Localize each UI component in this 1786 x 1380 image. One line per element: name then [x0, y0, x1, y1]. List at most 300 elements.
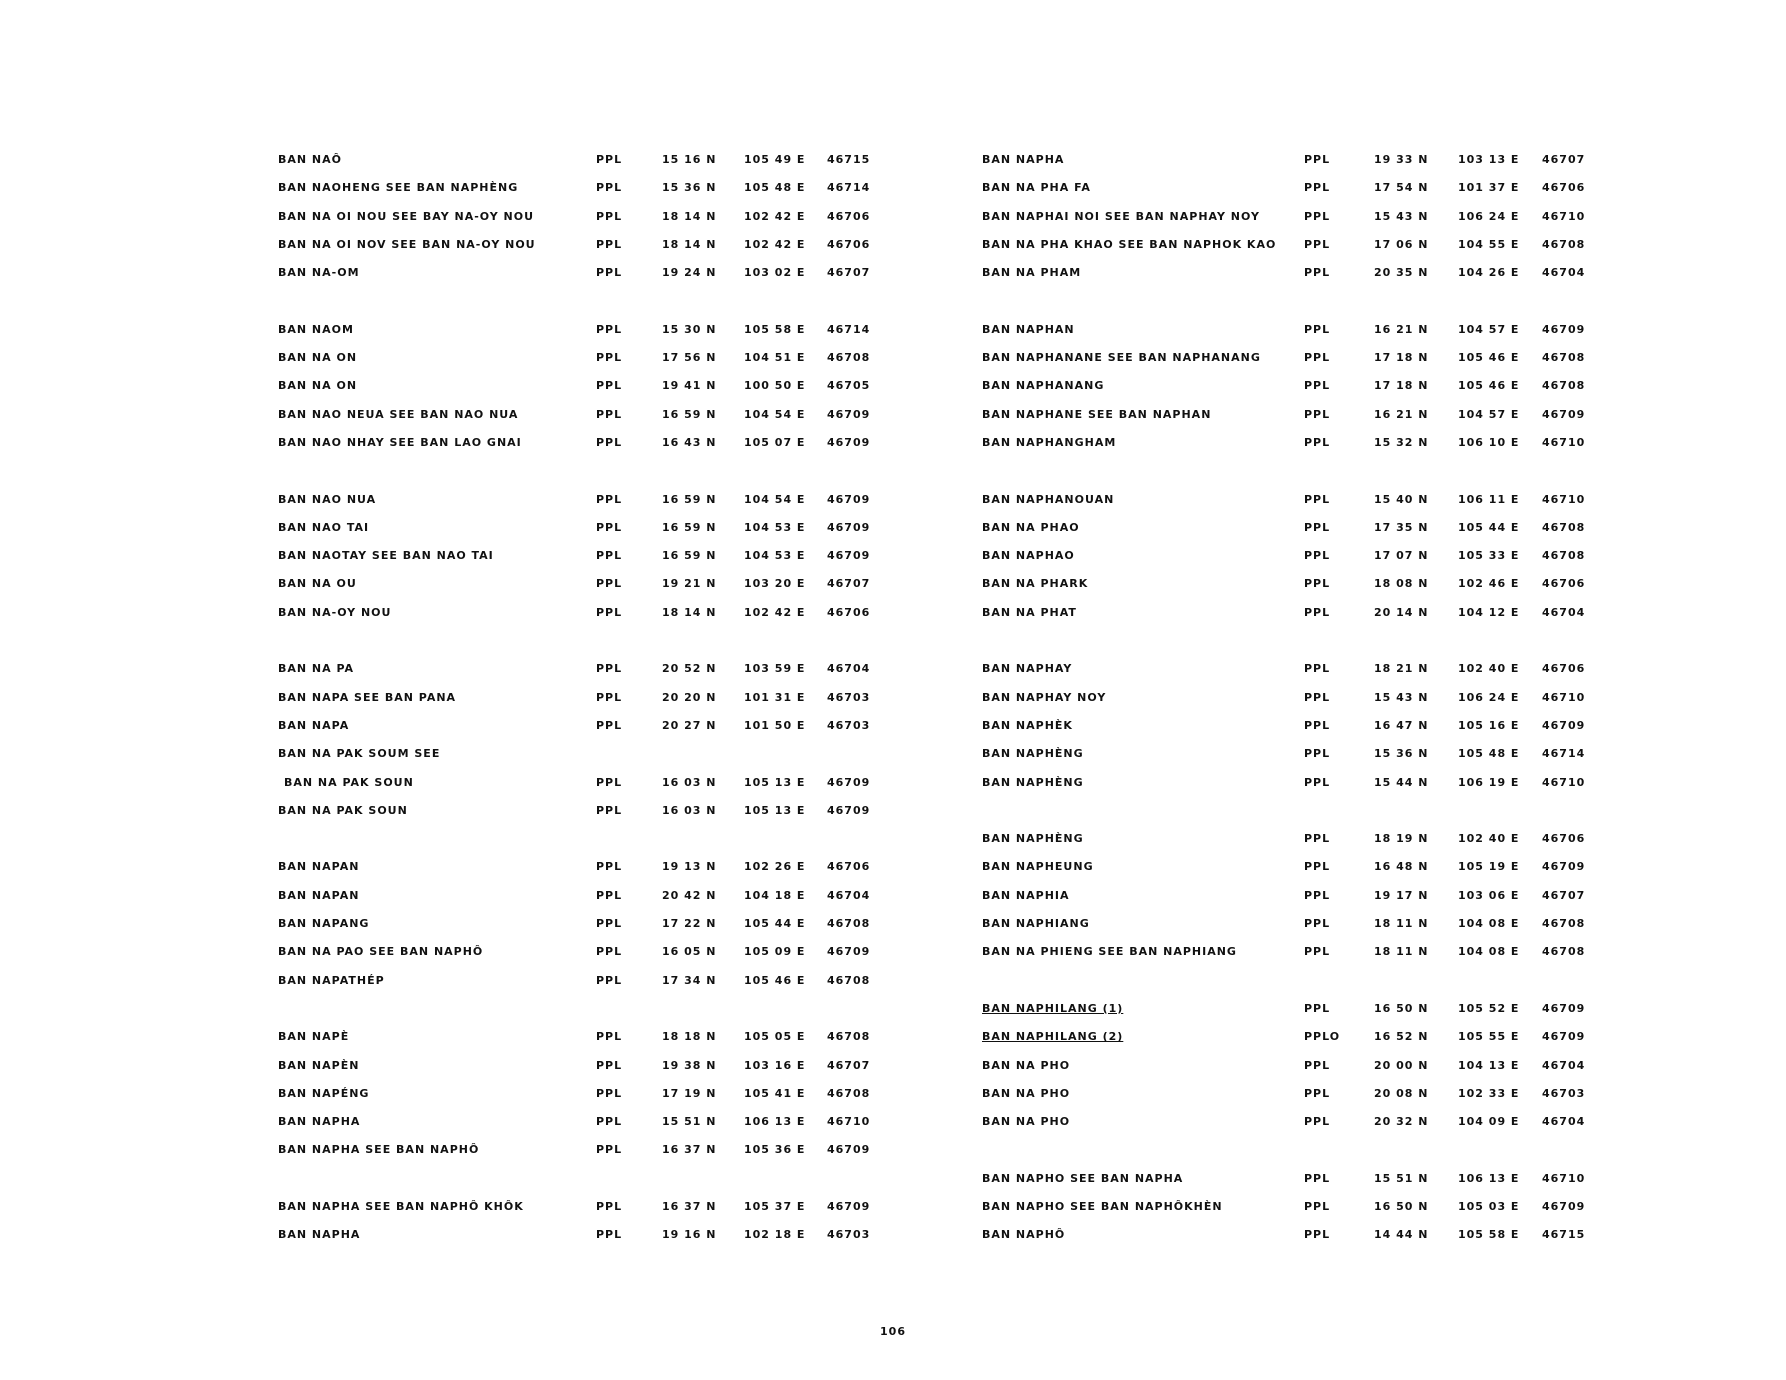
map-reference: 46709	[827, 435, 871, 449]
latitude: 18 14 N	[662, 209, 717, 223]
map-reference: 46708	[1542, 549, 1586, 563]
map-reference: 46707	[1542, 888, 1586, 902]
feature-code: PPL	[1304, 577, 1331, 591]
place-name: BAN NAPHÔ	[982, 1228, 1066, 1242]
feature-code: PPL	[596, 1143, 623, 1157]
latitude: 16 03 N	[662, 775, 717, 789]
feature-code: PPL	[596, 153, 623, 166]
longitude: 106 11 E	[1458, 492, 1520, 506]
feature-code: PPL	[1304, 379, 1331, 393]
latitude: 15 43 N	[1374, 690, 1429, 704]
feature-code: PPL	[1304, 1058, 1331, 1072]
place-name: BAN NAPHILANG (1)	[982, 1001, 1124, 1015]
latitude: 15 51 N	[1374, 1171, 1429, 1185]
map-reference: 46707	[827, 1058, 871, 1072]
map-reference: 46708	[1542, 520, 1586, 534]
place-name: BAN NA PAK SOUN	[284, 775, 414, 789]
place-name: BAN NAPAN	[278, 888, 360, 902]
latitude: 14 44 N	[1374, 1228, 1429, 1242]
place-name: BAN NAO NEUA SEE BAN NAO NUA	[278, 407, 519, 421]
longitude: 104 12 E	[1458, 605, 1520, 619]
longitude: 106 19 E	[1458, 775, 1520, 789]
feature-code: PPL	[596, 690, 623, 704]
place-name: BAN NA OI NOV SEE BAN NA-OY NOU	[278, 237, 536, 251]
map-reference: 46709	[1542, 1001, 1586, 1015]
longitude: 104 53 E	[744, 549, 806, 563]
longitude: 105 07 E	[744, 435, 806, 449]
longitude: 106 13 E	[1458, 1171, 1520, 1185]
place-name: BAN NA ON	[278, 379, 358, 393]
feature-code: PPL	[596, 1030, 623, 1044]
longitude: 105 55 E	[1458, 1030, 1520, 1044]
longitude: 103 16 E	[744, 1058, 806, 1072]
place-name: BAN NAPHO SEE BAN NAPHÔKHÈN	[982, 1199, 1223, 1213]
longitude: 103 20 E	[744, 577, 806, 591]
latitude: 19 33 N	[1374, 153, 1429, 166]
feature-code: PPL	[596, 803, 623, 817]
longitude: 102 42 E	[744, 209, 806, 223]
latitude: 15 44 N	[1374, 775, 1429, 789]
map-reference: 46704	[1542, 1115, 1586, 1129]
longitude: 102 18 E	[744, 1228, 806, 1242]
feature-code: PPL	[596, 379, 623, 393]
longitude: 105 58 E	[1458, 1228, 1520, 1242]
latitude: 16 52 N	[1374, 1030, 1429, 1044]
feature-code: PPL	[596, 1199, 623, 1213]
feature-code: PPL	[596, 549, 623, 563]
map-reference: 46709	[827, 1199, 871, 1213]
feature-code: PPL	[1304, 181, 1331, 195]
longitude: 105 33 E	[1458, 549, 1520, 563]
map-reference: 46707	[1542, 153, 1586, 166]
map-reference: 46709	[827, 1143, 871, 1157]
longitude: 104 54 E	[744, 492, 806, 506]
place-name: BAN NAPHANOUAN	[982, 492, 1115, 506]
feature-code: PPL	[596, 888, 623, 902]
feature-code: PPL	[1304, 1001, 1331, 1015]
map-reference: 46714	[1542, 747, 1586, 761]
place-name: BAN NA PHO	[982, 1115, 1071, 1129]
place-name: BAN NAO NUA	[278, 492, 377, 506]
map-reference: 46708	[827, 1030, 871, 1044]
place-name: BAN NAPHANANE SEE BAN NAPHANANG	[982, 351, 1261, 365]
map-reference: 46708	[1542, 917, 1586, 931]
place-name: BAN NAPHANE SEE BAN NAPHAN	[982, 407, 1212, 421]
longitude: 105 13 E	[744, 775, 806, 789]
latitude: 17 56 N	[662, 351, 717, 365]
longitude: 106 10 E	[1458, 435, 1520, 449]
map-reference: 46708	[827, 917, 871, 931]
map-reference: 46704	[827, 888, 871, 902]
place-name: BAN NAPHA	[278, 1228, 361, 1242]
place-name: BAN NAPHA SEE BAN NAPHÔ	[278, 1143, 480, 1157]
feature-code: PPL	[1304, 1199, 1331, 1213]
map-reference: 46703	[827, 718, 871, 732]
longitude: 102 26 E	[744, 860, 806, 874]
feature-code: PPL	[1304, 888, 1331, 902]
longitude: 105 41 E	[744, 1086, 806, 1100]
latitude: 18 19 N	[1374, 832, 1429, 846]
latitude: 16 59 N	[662, 549, 717, 563]
longitude: 101 31 E	[744, 690, 806, 704]
place-name: BAN NAPHAI NOI SEE BAN NAPHAY NOY	[982, 209, 1260, 223]
longitude: 105 52 E	[1458, 1001, 1520, 1015]
map-reference: 46709	[1542, 1199, 1586, 1213]
longitude: 104 08 E	[1458, 917, 1520, 931]
map-reference: 46706	[827, 209, 871, 223]
longitude: 104 54 E	[744, 407, 806, 421]
place-name: BAN NAPHIA	[982, 888, 1070, 902]
longitude: 106 13 E	[744, 1115, 806, 1129]
feature-code: PPL	[596, 1086, 623, 1100]
latitude: 16 59 N	[662, 492, 717, 506]
longitude: 104 57 E	[1458, 407, 1520, 421]
latitude: 17 06 N	[1374, 237, 1429, 251]
place-name: BAN NAPHEUNG	[982, 860, 1094, 874]
map-reference: 46703	[827, 1228, 871, 1242]
longitude: 101 50 E	[744, 718, 806, 732]
latitude: 16 59 N	[662, 520, 717, 534]
place-name: BAN NAPA SEE BAN PANA	[278, 690, 457, 704]
map-reference: 46708	[1542, 379, 1586, 393]
map-reference: 46704	[1542, 266, 1586, 280]
place-name: BAN NA OU	[278, 577, 357, 591]
latitude: 16 21 N	[1374, 322, 1429, 336]
map-reference: 46706	[1542, 577, 1586, 591]
feature-code: PPL	[596, 407, 623, 421]
feature-code: PPL	[1304, 435, 1331, 449]
longitude: 103 59 E	[744, 662, 806, 676]
place-name: BAN NAPATHÉP	[278, 973, 385, 987]
place-name: BAN NAPHAN	[982, 322, 1075, 336]
place-name: BAN NA PHA KHAO SEE BAN NAPHOK KAO	[982, 237, 1277, 251]
place-name: BAN NAPHAY	[982, 662, 1073, 676]
feature-code: PPL	[1304, 917, 1331, 931]
longitude: 105 46 E	[1458, 379, 1520, 393]
latitude: 18 08 N	[1374, 577, 1429, 591]
feature-code: PPL	[1304, 718, 1331, 732]
place-name: BAN NA PHA FA	[982, 181, 1091, 195]
feature-code: PPL	[596, 577, 623, 591]
place-name: BAN NA PHO	[982, 1058, 1071, 1072]
latitude: 19 13 N	[662, 860, 717, 874]
feature-code: PPL	[1304, 860, 1331, 874]
place-name: BAN NAPAN	[278, 860, 360, 874]
latitude: 17 34 N	[662, 973, 717, 987]
longitude: 104 53 E	[744, 520, 806, 534]
latitude: 15 36 N	[1374, 747, 1429, 761]
place-name: BAN NAPHO SEE BAN NAPHA	[982, 1171, 1184, 1185]
latitude: 19 24 N	[662, 266, 717, 280]
map-reference: 46709	[827, 945, 871, 959]
place-name: BAN NA PAO SEE BAN NAPHÔ	[278, 945, 484, 959]
place-name: BAN NA-OM	[278, 266, 360, 280]
latitude: 17 19 N	[662, 1086, 717, 1100]
feature-code: PPL	[1304, 237, 1331, 251]
map-reference: 46709	[1542, 322, 1586, 336]
map-reference: 46704	[1542, 605, 1586, 619]
longitude: 105 36 E	[744, 1143, 806, 1157]
place-name: BAN NAÔ	[278, 153, 343, 166]
map-reference: 46707	[827, 266, 871, 280]
longitude: 105 16 E	[1458, 718, 1520, 732]
latitude: 16 50 N	[1374, 1199, 1429, 1213]
longitude: 106 24 E	[1458, 209, 1520, 223]
page-number: 106	[880, 1325, 906, 1338]
place-name: BAN NAPHANANG	[982, 379, 1105, 393]
map-reference: 46708	[1542, 351, 1586, 365]
feature-code: PPL	[596, 492, 623, 506]
latitude: 18 11 N	[1374, 945, 1429, 959]
feature-code: PPL	[1304, 690, 1331, 704]
feature-code: PPL	[596, 520, 623, 534]
latitude: 20 27 N	[662, 718, 717, 732]
place-name: BAN NAPHA	[982, 153, 1065, 166]
longitude: 102 40 E	[1458, 832, 1520, 846]
latitude: 19 38 N	[662, 1058, 717, 1072]
longitude: 104 13 E	[1458, 1058, 1520, 1072]
feature-code: PPL	[596, 973, 623, 987]
place-name: BAN NAO TAI	[278, 520, 370, 534]
map-reference: 46706	[827, 605, 871, 619]
longitude: 103 02 E	[744, 266, 806, 280]
map-reference: 46708	[827, 973, 871, 987]
map-reference: 46714	[827, 322, 871, 336]
feature-code: PPL	[1304, 605, 1331, 619]
latitude: 19 41 N	[662, 379, 717, 393]
map-reference: 46709	[827, 407, 871, 421]
longitude: 105 44 E	[1458, 520, 1520, 534]
longitude: 100 50 E	[744, 379, 806, 393]
feature-code: PPL	[596, 209, 623, 223]
latitude: 16 43 N	[662, 435, 717, 449]
latitude: 16 48 N	[1374, 860, 1429, 874]
map-reference: 46709	[827, 803, 871, 817]
feature-code: PPL	[596, 1058, 623, 1072]
map-reference: 46708	[827, 1086, 871, 1100]
feature-code: PPL	[596, 718, 623, 732]
feature-code: PPL	[596, 945, 623, 959]
latitude: 17 18 N	[1374, 351, 1429, 365]
feature-code: PPL	[1304, 945, 1331, 959]
latitude: 15 30 N	[662, 322, 717, 336]
latitude: 16 21 N	[1374, 407, 1429, 421]
place-name: BAN NAPANG	[278, 917, 370, 931]
place-name: BAN NA PA	[278, 662, 355, 676]
longitude: 104 26 E	[1458, 266, 1520, 280]
latitude: 16 59 N	[662, 407, 717, 421]
feature-code: PPL	[1304, 747, 1331, 761]
map-reference: 46709	[827, 549, 871, 563]
map-reference: 46709	[1542, 718, 1586, 732]
place-name: BAN NA PHARK	[982, 577, 1089, 591]
map-reference: 46710	[1542, 492, 1586, 506]
latitude: 16 37 N	[662, 1199, 717, 1213]
longitude: 104 08 E	[1458, 945, 1520, 959]
feature-code: PPL	[596, 181, 623, 195]
latitude: 15 51 N	[662, 1115, 717, 1129]
map-reference: 46709	[1542, 860, 1586, 874]
feature-code: PPL	[1304, 1086, 1331, 1100]
feature-code: PPL	[596, 775, 623, 789]
feature-code: PPL	[596, 605, 623, 619]
feature-code: PPL	[596, 435, 623, 449]
latitude: 15 43 N	[1374, 209, 1429, 223]
latitude: 18 18 N	[662, 1030, 717, 1044]
place-name: BAN NAOM	[278, 322, 354, 336]
latitude: 16 50 N	[1374, 1001, 1429, 1015]
longitude: 102 46 E	[1458, 577, 1520, 591]
latitude: 20 08 N	[1374, 1086, 1429, 1100]
feature-code: PPL	[1304, 492, 1331, 506]
latitude: 15 36 N	[662, 181, 717, 195]
place-name: BAN NAOHENG SEE BAN NAPHÈNG	[278, 181, 519, 195]
latitude: 15 16 N	[662, 153, 717, 166]
place-name: BAN NA PHAM	[982, 266, 1082, 280]
map-reference: 46710	[1542, 775, 1586, 789]
latitude: 20 14 N	[1374, 605, 1429, 619]
feature-code: PPL	[1304, 1228, 1331, 1242]
feature-code: PPL	[596, 266, 623, 280]
map-reference: 46705	[827, 379, 871, 393]
place-name: BAN NAPHÈNG	[982, 832, 1084, 846]
longitude: 105 44 E	[744, 917, 806, 931]
longitude: 102 42 E	[744, 237, 806, 251]
longitude: 105 48 E	[1458, 747, 1520, 761]
map-reference: 46710	[1542, 209, 1586, 223]
latitude: 18 14 N	[662, 605, 717, 619]
place-name: BAN NAPÈ	[278, 1030, 350, 1044]
feature-code: PPL	[1304, 775, 1331, 789]
latitude: 20 35 N	[1374, 266, 1429, 280]
feature-code: PPL	[1304, 832, 1331, 846]
feature-code: PPL	[1304, 322, 1331, 336]
map-reference: 46715	[827, 153, 871, 166]
feature-code: PPL	[1304, 1171, 1331, 1185]
longitude: 102 33 E	[1458, 1086, 1520, 1100]
map-reference: 46707	[827, 577, 871, 591]
place-name: BAN NA PHO	[982, 1086, 1071, 1100]
latitude: 16 37 N	[662, 1143, 717, 1157]
latitude: 18 14 N	[662, 237, 717, 251]
map-reference: 46706	[827, 860, 871, 874]
map-reference: 46708	[827, 351, 871, 365]
feature-code: PPL	[1304, 153, 1331, 166]
place-name: BAN NA PHAO	[982, 520, 1080, 534]
feature-code: PPL	[1304, 407, 1331, 421]
latitude: 19 21 N	[662, 577, 717, 591]
map-reference: 46708	[1542, 237, 1586, 251]
feature-code: PPL	[1304, 549, 1331, 563]
place-name: BAN NAPHÈNG	[982, 747, 1084, 761]
map-reference: 46715	[1542, 1228, 1586, 1242]
map-reference: 46714	[827, 181, 871, 195]
map-reference: 46710	[827, 1115, 871, 1129]
latitude: 20 32 N	[1374, 1115, 1429, 1129]
longitude: 105 09 E	[744, 945, 806, 959]
latitude: 16 03 N	[662, 803, 717, 817]
place-name: BAN NAPÈN	[278, 1058, 360, 1072]
longitude: 105 03 E	[1458, 1199, 1520, 1213]
longitude: 105 19 E	[1458, 860, 1520, 874]
feature-code: PPL	[1304, 662, 1331, 676]
latitude: 17 22 N	[662, 917, 717, 931]
place-name: BAN NAPHA	[278, 1115, 361, 1129]
latitude: 15 40 N	[1374, 492, 1429, 506]
feature-code: PPLO	[1304, 1030, 1341, 1044]
map-reference: 46703	[827, 690, 871, 704]
latitude: 17 18 N	[1374, 379, 1429, 393]
latitude: 16 47 N	[1374, 718, 1429, 732]
feature-code: PPL	[1304, 1115, 1331, 1129]
latitude: 16 05 N	[662, 945, 717, 959]
longitude: 104 57 E	[1458, 322, 1520, 336]
longitude: 102 42 E	[744, 605, 806, 619]
latitude: 19 17 N	[1374, 888, 1429, 902]
longitude: 105 49 E	[744, 153, 806, 166]
feature-code: PPL	[596, 662, 623, 676]
map-reference: 46710	[1542, 435, 1586, 449]
map-reference: 46703	[1542, 1086, 1586, 1100]
place-name: BAN NAPHAO	[982, 549, 1075, 563]
place-name: BAN NAO NHAY SEE BAN LAO GNAI	[278, 435, 522, 449]
place-name: BAN NA ON	[278, 351, 358, 365]
feature-code: PPL	[596, 917, 623, 931]
map-reference: 46706	[827, 237, 871, 251]
longitude: 105 05 E	[744, 1030, 806, 1044]
longitude: 105 46 E	[744, 973, 806, 987]
place-name: BAN NA PHAT	[982, 605, 1077, 619]
map-reference: 46710	[1542, 690, 1586, 704]
place-name: BAN NAPHÈNG	[982, 775, 1084, 789]
feature-code: PPL	[596, 1228, 623, 1242]
place-name: BAN NA-OY NOU	[278, 605, 392, 619]
longitude: 104 18 E	[744, 888, 806, 902]
map-reference: 46706	[1542, 662, 1586, 676]
latitude: 20 52 N	[662, 662, 717, 676]
latitude: 17 07 N	[1374, 549, 1429, 563]
longitude: 105 48 E	[744, 181, 806, 195]
place-name: BAN NAPHÈK	[982, 718, 1073, 732]
place-name: BAN NA PHIENG SEE BAN NAPHIANG	[982, 945, 1237, 959]
latitude: 15 32 N	[1374, 435, 1429, 449]
map-reference: 46709	[1542, 1030, 1586, 1044]
latitude: 18 21 N	[1374, 662, 1429, 676]
place-name: BAN NA OI NOU SEE BAY NA-OY NOU	[278, 209, 535, 223]
latitude: 20 42 N	[662, 888, 717, 902]
map-reference: 46708	[1542, 945, 1586, 959]
map-reference: 46704	[827, 662, 871, 676]
feature-code: PPL	[596, 351, 623, 365]
place-name: BAN NAPHIANG	[982, 917, 1090, 931]
feature-code: PPL	[1304, 351, 1331, 365]
longitude: 101 37 E	[1458, 181, 1520, 195]
feature-code: PPL	[1304, 209, 1331, 223]
longitude: 102 40 E	[1458, 662, 1520, 676]
latitude: 19 16 N	[662, 1228, 717, 1242]
longitude: 104 51 E	[744, 351, 806, 365]
place-name: BAN NAOTAY SEE BAN NAO TAI	[278, 549, 494, 563]
longitude: 105 13 E	[744, 803, 806, 817]
place-name: BAN NAPÉNG	[278, 1086, 370, 1100]
map-reference: 46704	[1542, 1058, 1586, 1072]
longitude: 105 37 E	[744, 1199, 806, 1213]
place-name: BAN NA PAK SOUM SEE	[278, 747, 441, 761]
place-name: BAN NAPHANGHAM	[982, 435, 1117, 449]
map-reference: 46706	[1542, 181, 1586, 195]
latitude: 18 11 N	[1374, 917, 1429, 931]
longitude: 106 24 E	[1458, 690, 1520, 704]
